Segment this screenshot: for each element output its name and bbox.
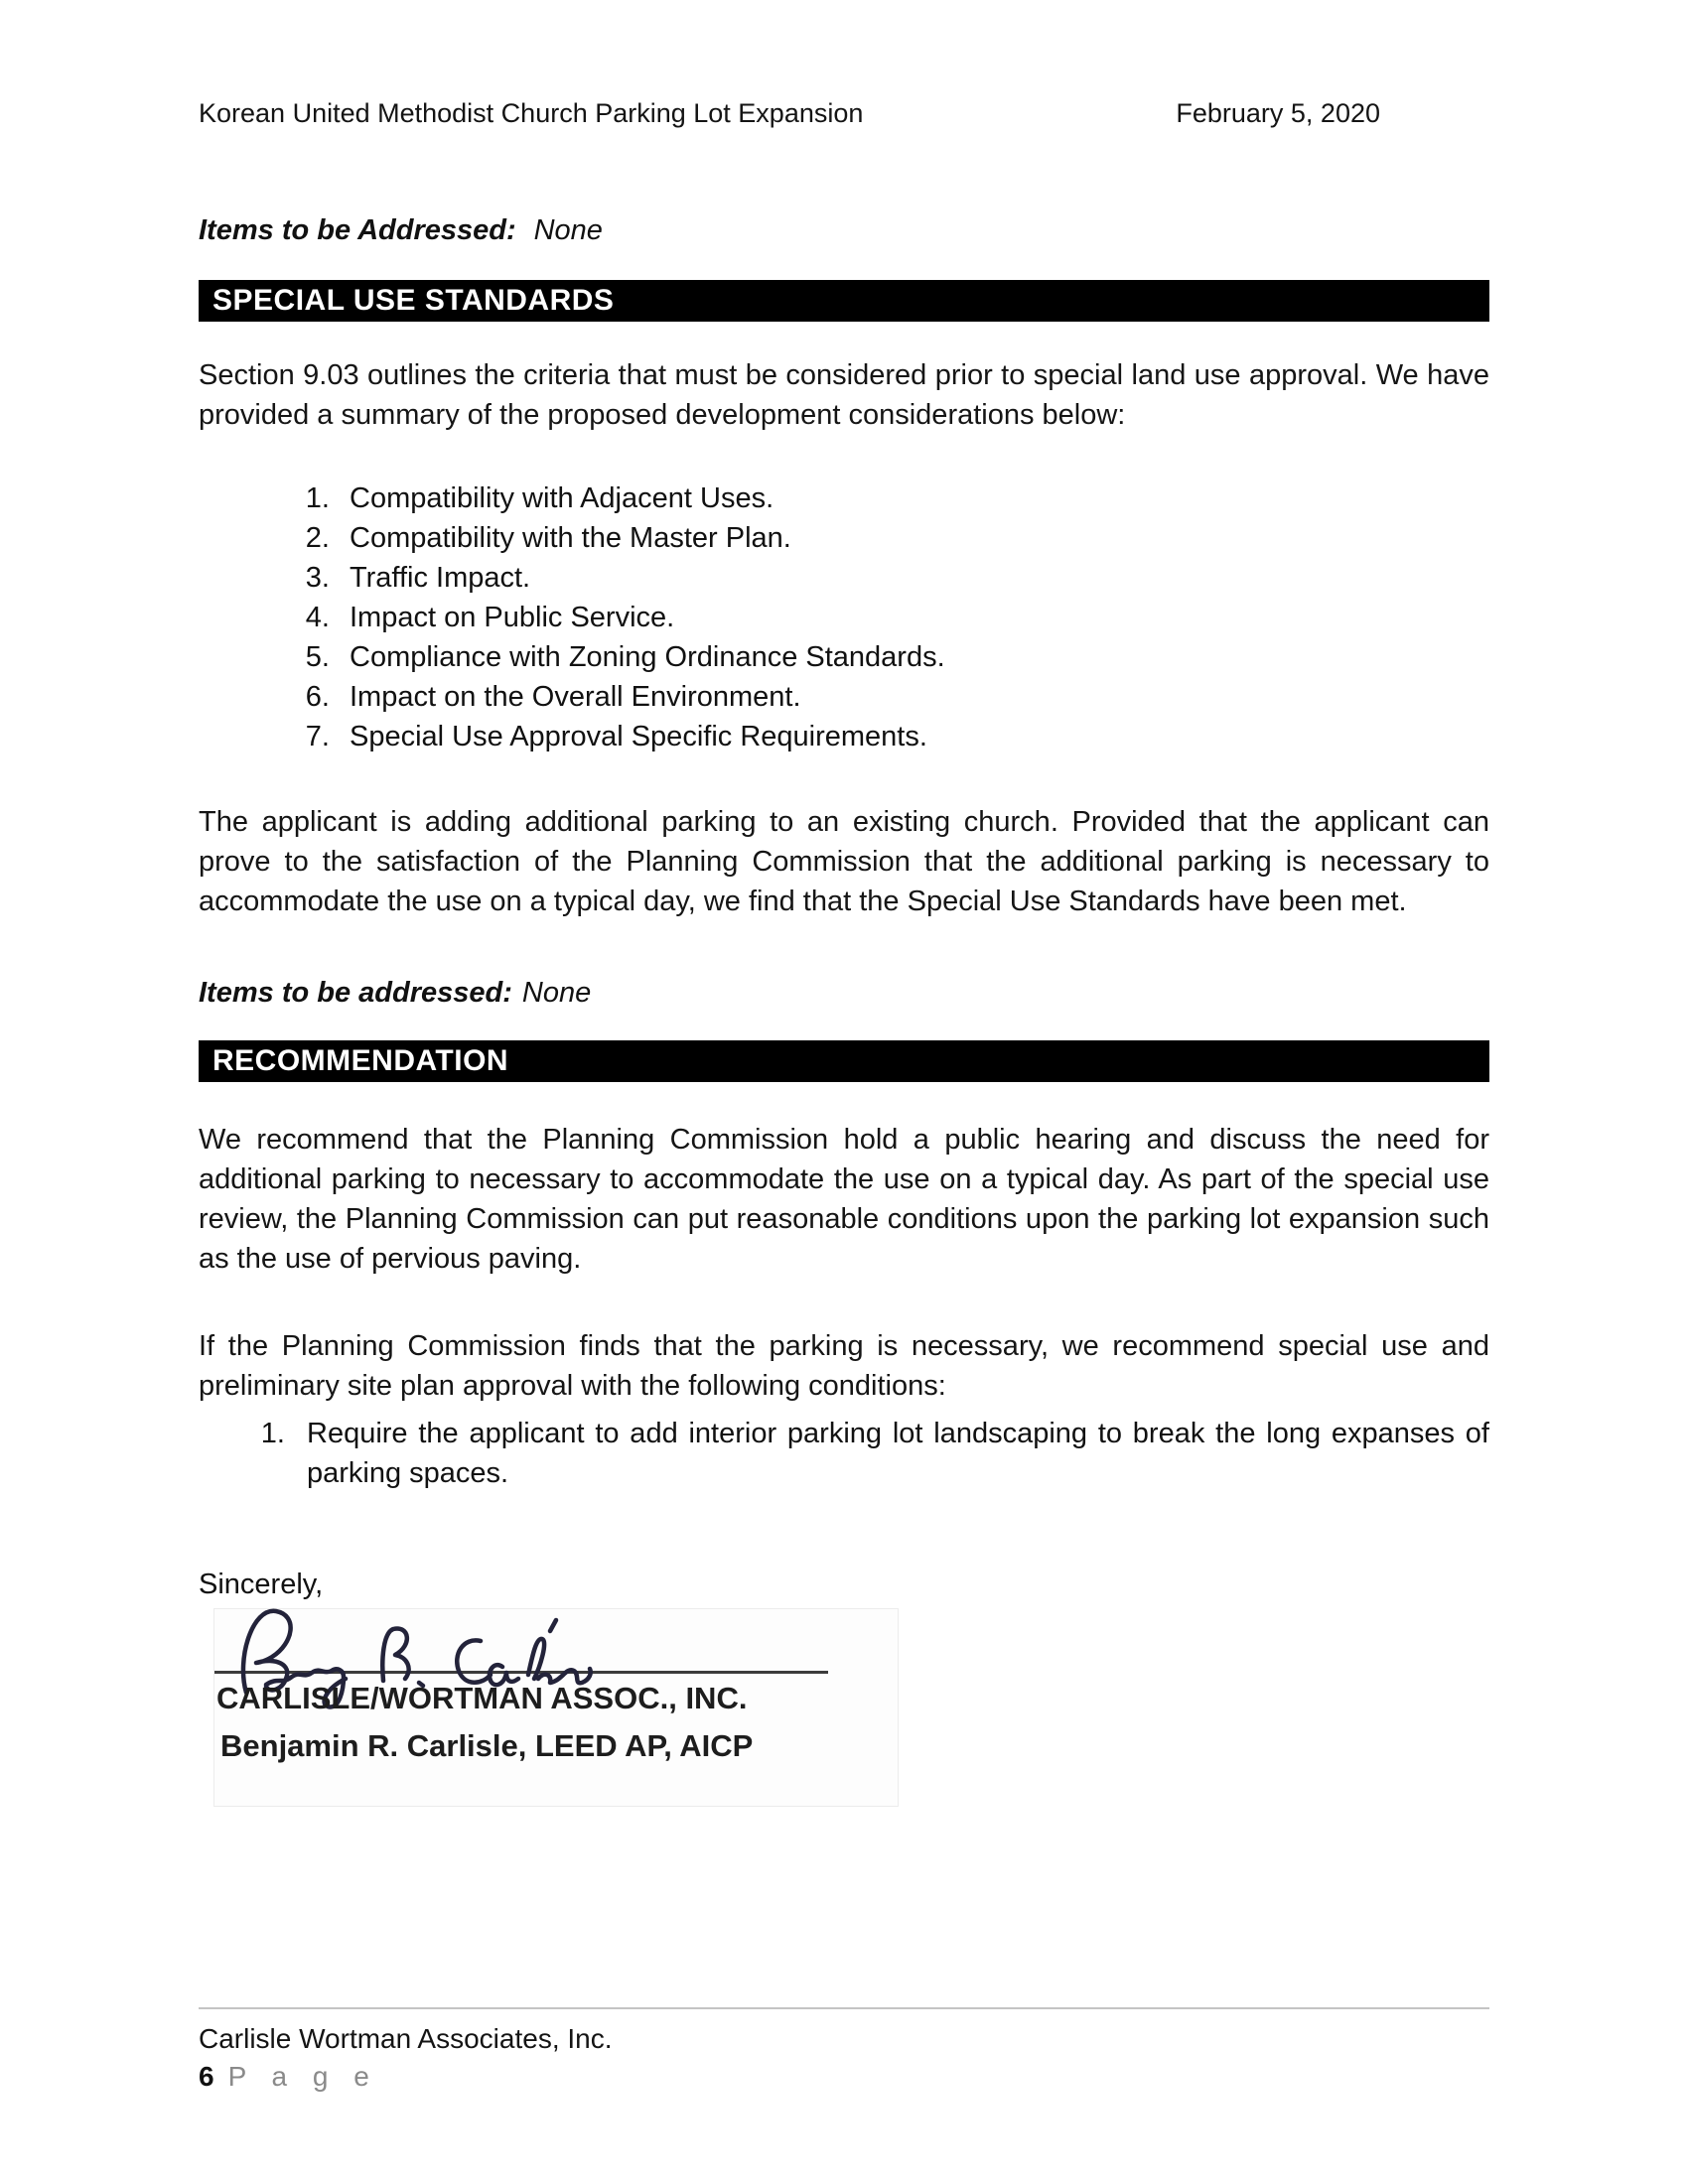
footer-company: Carlisle Wortman Associates, Inc.	[199, 2023, 613, 2054]
section-heading-recommendation: RECOMMENDATION	[199, 1040, 1489, 1082]
list-item: 7. Special Use Approval Specific Requirements.	[338, 717, 1489, 756]
header-title: Korean United Methodist Church Parking Lot Expansion	[199, 98, 864, 128]
section-heading-special-use-standards: SPECIAL USE STANDARDS	[199, 280, 1489, 322]
list-item: 3. Traffic Impact.	[338, 558, 1489, 598]
header-date: February 5, 2020	[1176, 98, 1380, 128]
page-word: P a g e	[227, 2061, 378, 2092]
footer-page-number	[199, 2059, 1489, 2095]
items-to-be-addressed-top	[199, 210, 1489, 250]
items-label: Items to be addressed:	[199, 977, 512, 1009]
list-item: 2. Compatibility with the Master Plan.	[338, 518, 1489, 558]
list-item: 1. Compatibility with Adjacent Uses.	[338, 478, 1489, 518]
items-value: None	[533, 214, 603, 246]
signature-signer-name: Benjamin R. Carlisle, LEED AP, AICP	[220, 1728, 754, 1763]
items-value: None	[521, 977, 592, 1009]
signature-block	[213, 1608, 899, 1807]
document-footer	[199, 2007, 1489, 2095]
document-header	[199, 95, 1489, 131]
recommendation-conditions-list	[199, 1414, 1489, 1493]
special-use-intro-paragraph: Section 9.03 outlines the criteria that must be considered prior to special land use approval. We have provided a summary of the proposed development considerations below:	[199, 359, 1489, 431]
items-label: Items to be Addressed:	[199, 214, 516, 246]
page-number: 6	[199, 2061, 214, 2092]
list-item: 5. Compliance with Zoning Ordinance Standards.	[338, 637, 1489, 677]
signature-company: CARLISLE/WORTMAN ASSOC., INC.	[216, 1681, 748, 1715]
salutation: Sincerely,	[199, 1569, 324, 1600]
recommendation-paragraph-1: We recommend that the Planning Commission hold a public hearing and discuss the need for additional parking to necessary to accommodate the use on a typical day. As part of the special use review, the Planning Commission can put reasonable conditions upon the parking lot expansion such as the use of pervious paving.	[199, 1124, 1489, 1275]
special-use-finding-paragraph: The applicant is adding additional parking to an existing church. Provided that the applicant can prove to the satisfaction of the Planning Commission that the additional parking is necessary to accommodate the use on a typical day, we find that the Special Use Standards have been met.	[199, 806, 1489, 917]
items-to-be-addressed-bottom	[199, 973, 1489, 1013]
special-use-criteria-list	[199, 478, 1489, 756]
list-item: 1. Require the applicant to add interior parking lot landscaping to break the long expanses of parking spaces.	[293, 1414, 1489, 1493]
list-item: 4. Impact on Public Service.	[338, 598, 1489, 637]
list-item: 6. Impact on the Overall Environment.	[338, 677, 1489, 717]
recommendation-paragraph-2: If the Planning Commission finds that the parking is necessary, we recommend special use and preliminary site plan approval with the following conditions:	[199, 1330, 1489, 1402]
